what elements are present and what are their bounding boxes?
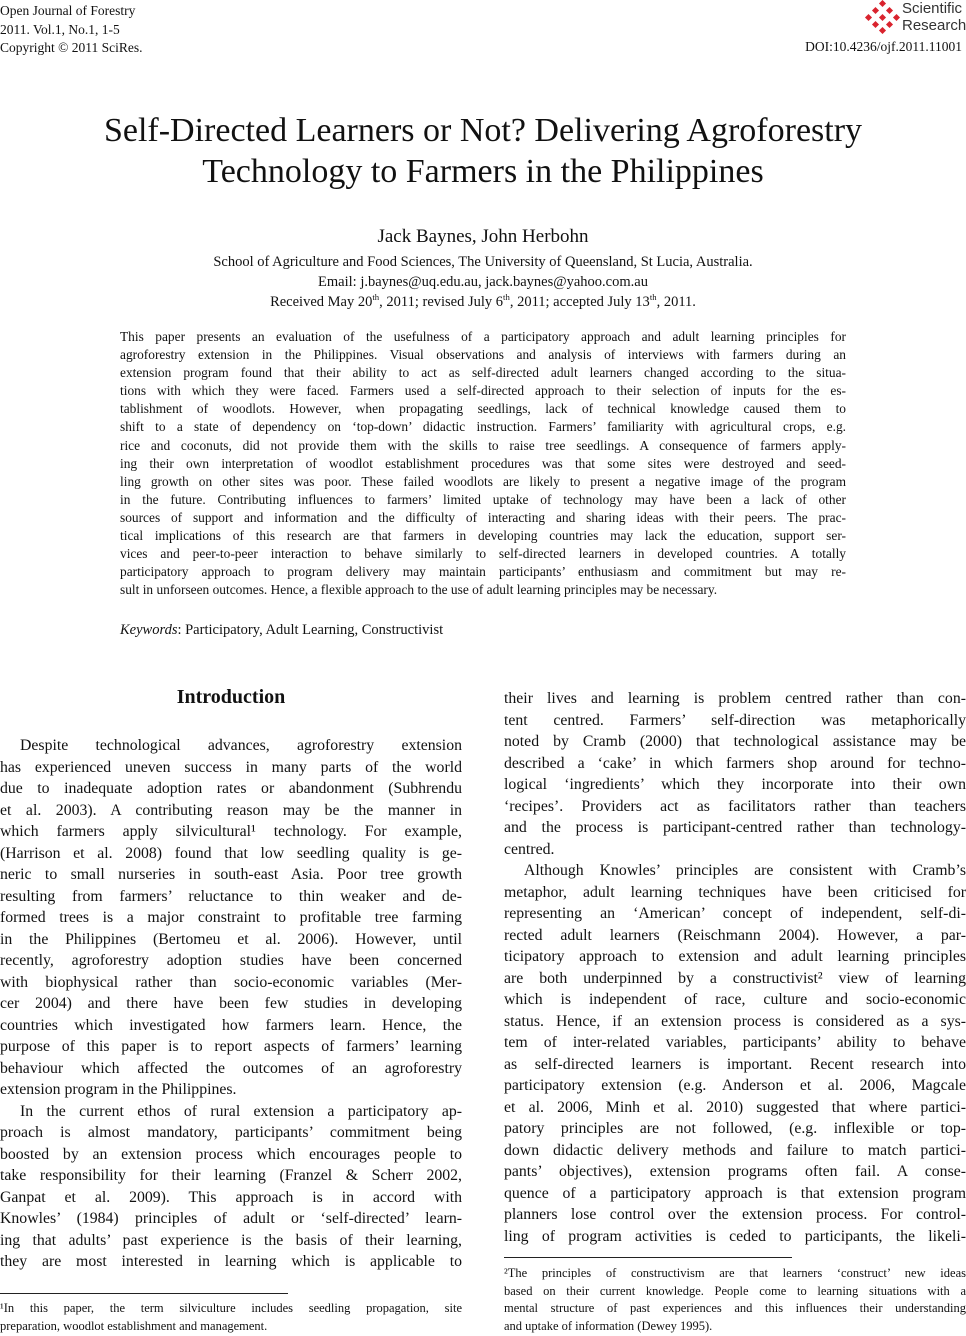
- footnote-line: preparation, woodlot establishment and management.: [0, 1318, 268, 1333]
- body-line: noted by Cramb (2000) that technological assistance may be: [504, 733, 966, 750]
- abstract-line: ling growth on other sites was poor. These failed woodlots are likely to present a negative image of the program: [120, 473, 846, 489]
- abstract-line: extension program found that their ability to act as self-directed adult learners changed according to the situa-: [120, 365, 846, 381]
- affiliation: School of Agriculture and Food Sciences, The University of Queensland, St Lucia, Australia.: [213, 254, 753, 270]
- publisher-logo: [864, 0, 964, 36]
- body-line: proach is almost mandatory, participants’ commitment being: [0, 1124, 462, 1141]
- body-line: and the process is participant-centred rather than technology-: [504, 819, 966, 836]
- body-line: Although Knowles’ principles are consistent with Cramb’s: [524, 862, 966, 879]
- abstract-line: sult in unforseen outcomes. Hence, a flexible approach to the use of adult learning principles may be necessary.: [120, 582, 718, 598]
- body-line: due to inadequate adoption rates or abandonment (Subhrendu: [0, 780, 462, 797]
- body-line: tent centred. Farmers’ self-direction was metaphorically: [504, 711, 966, 729]
- abstract-line: in the future. Contributing influences to farmers’ limited uptake of technology may have been a lack of other: [120, 491, 846, 507]
- body-line: et al. 2003). A contributing reason may be the manner in: [0, 801, 462, 819]
- footnote-line: mental structure of past experiences and this influences their understanding: [504, 1301, 966, 1315]
- body-line: rected adult learners (Reischmann 2004). However, a par-: [504, 926, 966, 944]
- body-line: with biophysical rather than socio-economic variables (Mer-: [0, 973, 462, 991]
- body-line: are both underpinned by a constructivist² view of learning: [504, 969, 966, 987]
- abstract-line: This paper presents an evaluation of the usefulness of a participatory approach and adult learning principles for: [120, 329, 846, 344]
- body-line: metaphor, adult learning techniques have been criticised for: [504, 883, 966, 901]
- abstract-line: shift to a state of dependency on ‘top-down’ didactic instruction. Farmers’ familiarity with agricultural crops, e.g.: [120, 419, 846, 435]
- keywords: [120, 622, 443, 639]
- body-line: ing that adults’ past experience is the basis of their learning,: [0, 1231, 462, 1249]
- abstract-line: vices and peer-to-peer interaction to behave similarly to self-directed learners in developed countries. A totally: [120, 546, 846, 562]
- body-line: tem of inter-related variables, participants’ ability to behave: [504, 1034, 966, 1051]
- body-line: their lives and learning is problem centred rather than con-: [504, 690, 966, 707]
- footnote-rule-right: [504, 1257, 792, 1258]
- keywords-text: : Participatory, Adult Learning, Constructivist: [177, 622, 444, 638]
- left-column: [0, 735, 462, 1273]
- footnote-line: ²The principles of constructivism are that learners ‘construct’ new ideas: [504, 1266, 966, 1280]
- abstract-line: rice and coconuts, did not provide them with the skills to raise tree seedlings. A consequence of farmers apply-: [120, 437, 846, 453]
- body-line: has experienced uneven success in many parts of the world: [0, 758, 462, 776]
- body-line: participatory extension (e.g. Anderson et al. 2006, Magcale: [504, 1077, 966, 1094]
- body-line: Ganpat et al. 2009). This approach is in accord with: [0, 1188, 462, 1206]
- body-line: planners lose control over the extension process. For control-: [504, 1206, 966, 1223]
- abstract-line: ing their own interpretation of woodlot establishment procedures was that some sites were destroyed and seed-: [120, 455, 846, 471]
- abstract: [120, 328, 846, 599]
- abstract-line: sources of support and information and the difficulty of interacting and sharing ideas with their peers. The prac-: [120, 509, 846, 525]
- body-line: Knowles’ (1984) principles of adult or ‘self-directed’ learn-: [0, 1210, 462, 1227]
- email: Email: j.baynes@uq.edu.au, jack.baynes@yahoo.com.au: [318, 274, 648, 290]
- body-line: logical ‘ingredients’ which they incorporate into their own: [504, 776, 966, 793]
- footnote-1: [0, 1300, 462, 1335]
- abstract-line: agroforestry extension in the Philippines. Visual observations and analysis of interviews with farmers during an: [120, 347, 846, 363]
- scirp-diamond-icon: [864, 0, 900, 34]
- journal-volume: 2011. Vol.1, No.1, 1-5: [0, 21, 120, 37]
- body-line: Despite technological advances, agroforestry extension: [20, 737, 462, 754]
- footnote-line: based on their current knowledge. People come to learning situations with a: [504, 1283, 966, 1298]
- affiliation-block: [0, 252, 966, 312]
- body-line: down didactic delivery methods and failure to match partici-: [504, 1141, 966, 1159]
- body-line: (Harrison et al. 2008) found that low seedling quality is ge-: [0, 844, 462, 862]
- body-line: ‘recipes’. Providers act as facilitators rather than teachers: [504, 797, 966, 815]
- doi: DOI:10.4236/ojf.2011.11001: [805, 39, 962, 54]
- abstract-line: tablishment of woodlots. However, when propagating seedlings, lack of technical knowledge caused them to: [120, 401, 846, 417]
- journal-copyright: Copyright © 2011 SciRes.: [0, 40, 143, 55]
- section-title: Introduction: [176, 686, 286, 708]
- body-line: recently, agroforestry adoption studies have been concerned: [0, 952, 462, 969]
- body-line: cer 2004) and there have been few studies in developing: [0, 995, 462, 1012]
- journal-name: Open Journal of Forestry: [0, 3, 136, 18]
- journal-header: [0, 2, 143, 58]
- body-line: patory principles are not followed, (e.g. inflexible or top-: [504, 1120, 966, 1137]
- body-line: which farmers apply silvicultural¹ technology. For example,: [0, 823, 462, 840]
- body-line: et al. 2006, Minh et al. 2010) suggested that where partici-: [504, 1098, 966, 1116]
- abstract-line: tions with which they were faced. Farmers used a self-directed approach to their selection of inputs for the es-: [120, 383, 846, 399]
- body-line: ling of program activities is ceded to participants, the likeli-: [504, 1227, 966, 1245]
- paper-title: [0, 110, 966, 192]
- body-line: pants’ objectives), extension programs often fail. A conse-: [504, 1163, 966, 1180]
- body-line: formed trees is a major constraint to profitable tree farming: [0, 909, 462, 926]
- body-line: as self-directed learners is important. Recent research into: [504, 1055, 966, 1073]
- body-line: extension program in the Philippines.: [0, 1081, 237, 1098]
- title-line-2: Technology to Farmers in the Philippines: [202, 153, 764, 190]
- body-line: centred.: [504, 840, 555, 858]
- body-line: status. Hence, if an extension process is considered as a sys-: [504, 1012, 966, 1030]
- footnote-line: ¹In this paper, the term silviculture includes seedling propagation, site: [0, 1301, 462, 1315]
- body-line: behaviour which affected the outcomes of an agroforestry: [0, 1059, 462, 1077]
- abstract-line: tical implications of this research are that farmers in developing countries may lack the education, support ser-: [120, 528, 846, 544]
- body-line: representing an ‘American’ concept of independent, self-di-: [504, 905, 966, 922]
- received-dates: Received May 20th, 2011; revised July 6th, 2011; accepted July 13th, 2011.: [270, 292, 696, 310]
- body-line: described a ‘cake’ in which farmers shop around for techno-: [504, 754, 966, 772]
- right-column: [504, 688, 966, 1247]
- body-line: countries which investigated how farmers learn. Hence, the: [0, 1016, 462, 1034]
- abstract-line: participatory approach to program delivery may maintain participants’ enthusiasm and commitment but may re-: [120, 564, 846, 580]
- keywords-label: Keywords: [120, 622, 178, 638]
- body-line: in the Philippines (Bertomeu et al. 2006). However, until: [0, 930, 462, 948]
- body-line: ticipatory approach to extension and adult learning principles: [504, 948, 966, 965]
- body-line: In the current ethos of rural extension a participatory ap-: [20, 1102, 462, 1120]
- body-line: neric to small nurseries in south-east Asia. Poor tree growth: [0, 866, 462, 883]
- authors: Jack Baynes, John Herbohn: [377, 226, 589, 247]
- body-line: quence of a participatory approach is that extension program: [504, 1184, 966, 1202]
- body-line: boosted by an extension process which encourages people to: [0, 1145, 462, 1163]
- body-line: take responsibility for their learning (Franzel & Scherr 2002,: [0, 1167, 462, 1184]
- body-line: purpose of this paper is to report aspects of farmers’ learning: [0, 1038, 462, 1055]
- body-line: which is independent of race, culture and socio-economic: [504, 991, 966, 1008]
- footnote-rule-left: [0, 1293, 288, 1294]
- footnote-2: [504, 1265, 966, 1335]
- body-line: resulting from farmers’ reluctance to thin weaker and de-: [0, 887, 462, 905]
- body-line: they are most interested in learning which is applicable to: [0, 1253, 462, 1270]
- title-line-1: Self-Directed Learners or Not? Delivering Agroforestry: [103, 112, 863, 149]
- footnote-line: and uptake of information (Dewey 1995).: [504, 1318, 713, 1333]
- publisher-name: Scientific Research: [902, 0, 966, 34]
